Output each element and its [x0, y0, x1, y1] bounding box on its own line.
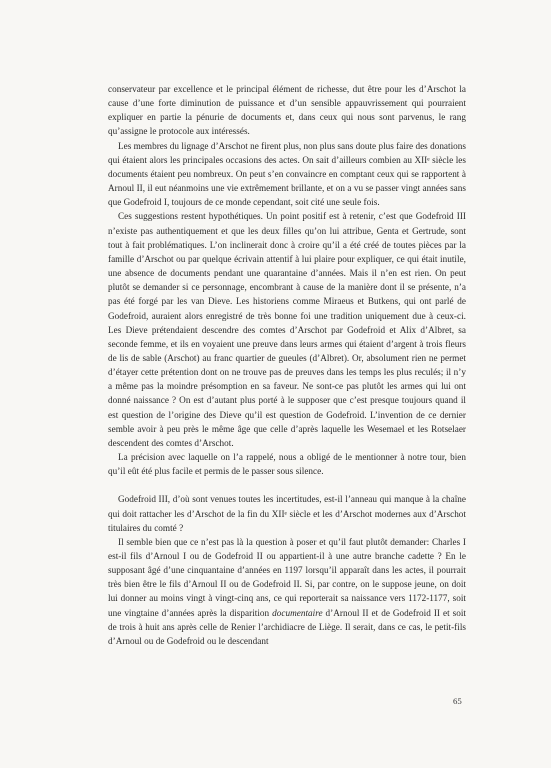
- paragraph-6: [108, 535, 466, 648]
- paragraph-1: conservateur par excellence et le principal élément de richesse, dut être pour les d’Arschot la cause d’une forte diminution de puissance et d’un sensible appauvrissement qui pourraient expliquer en partie la pénurie de documents et, dans ceux qui nous sont parvenus, le rang qu’assigne le protocole aux intéressés.: [108, 84, 466, 137]
- paragraph-6-part-2: d’Arnoul II et de Godefroid II et soit de trois à huit ans après celle de Renier l’archidiacre de Liège. Il serait, dans ce cas, le petit-fils d’Arnoul ou de Godefroid ou le descendant: [108, 607, 467, 646]
- paragraph-5: Godefroid III, d’où sont venues toutes les incertitudes, est-il l’anneau qui manque à la chaîne qui doit rattacher les d’Arschot de la fin du XIIᵉ siècle et les d’Arschot modernes aux d’Arschot titulaires du comté ?: [108, 494, 466, 533]
- paragraph-4: La précision avec laquelle on l’a rappelé, nous a obligé de le mentionner à notre tour, bien qu’il eût été plus facile et permis de le passer sous silence.: [108, 452, 466, 477]
- paragraph-gap: [108, 478, 466, 492]
- paragraph-6-part-1: Il semble bien que ce n’est pas là la question à poser et qu’il faut plutôt demander: Charles I est-il fils d’Arnoul I ou de Godefroid II ou appartient-il à une autre branche cadette ? En le supposant âgé d’une cinquantaine d’années en 1197 lorsqu’il apparaît dans les actes, il pourrait très bien être le fils d’Arnoul II ou de Godefroid II. Si, par contre, on le suppose jeune, on doit lui donner au moins vingt à vingt-cinq ans, ce qui reporterait sa naissance vers 1172-1177, soit une vingtaine d’années après la disparition: [108, 536, 466, 618]
- paragraph-2: Les membres du lignage d’Arschot ne firent plus, non plus sans doute plus faire des donations qui étaient alors les principales occasions des actes. On sait d’ailleurs combien au XIIᵉ siècle les documents étaient peu nombreux. On peut s’en convaincre en comptant ceux qui se rapportent à Arnoul II, il eut néanmoins une vie extrêmement brillante, et on a vu se passer vingt années sans que Godefroid I, toujours de ce monde cependant, soit cité une seule fois.: [108, 140, 466, 208]
- body-text: [108, 82, 466, 648]
- paragraph-6-emphasis: documentaire: [272, 607, 323, 618]
- paragraph-3: Ces suggestions restent hypothétiques. Un point positif est à retenir, c’est que Godefroid III n’existe pas authentiquement et que les deux filles qu’on lui attribue, Genta et Gertrude, sont tout à fait problématiques. L’on inclinerait donc à croire qu’il a été créé de toutes pièces par la famille d’Arschot ou par quelque écrivain attentif à lui plaire pour expliquer, ce qui était inutile, une absence de documents pendant une quarantaine d’années. Mais il n’en est rien. On peut plutôt se demander si ce personnage, encombrant à cause de la manière dont il se présente, n’a pas été forgé par les van Dieve. Les historiens comme Miraeus et Butkens, qui ont parlé de Godefroid, auraient alors enregistré de très bonne foi une tradition uniquement due à ceux-ci. Les Dieve prétendaient descendre des comtes d’Arschot par Godefroid et Alix d’Albret, sa seconde femme, et ils en voyaient une preuve dans leurs armes qui étaient d’argent à trois fleurs de lis de sable (Arschot) au franc quartier de gueules (d’Albret). Or, absolument rien ne permet d’étayer cette prétention dont on ne trouve pas de preuves dans les temps les plus reculés; il n’y a même pas la moindre présomption en sa faveur. Ne sont-ce pas plutôt les armes qui lui ont donné naissance ? On est d’autant plus porté à le supposer que c’est presque toujours quand il est question de l’origine des Dieve qu’il est question de Godefroid. L’invention de ce dernier semble avoir à peu près le même âge que celle d’après laquelle les Wesemael et les Rotselaer descendent des comtes d’Arschot.: [108, 211, 466, 448]
- page-number: 65: [453, 696, 462, 706]
